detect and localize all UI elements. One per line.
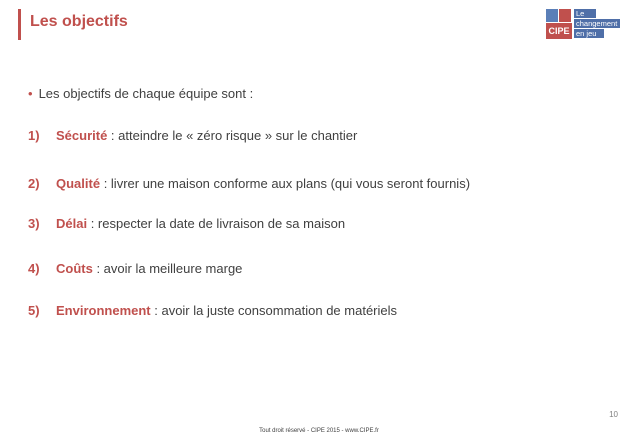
item-keyword: Délai xyxy=(56,216,88,231)
item-number: 3) xyxy=(28,216,40,231)
item-keyword: Sécurité xyxy=(56,128,108,143)
objective-item-couts xyxy=(28,261,242,276)
logo-square-red xyxy=(559,9,571,22)
logo-square-blue xyxy=(546,9,558,22)
item-text: : avoir la meilleure marge xyxy=(92,261,243,276)
item-number: 1) xyxy=(28,128,40,143)
cipe-logo-mark xyxy=(546,9,572,39)
item-text: : atteindre le « zéro risque » sur le chantier xyxy=(107,128,358,143)
cipe-logo xyxy=(546,9,620,41)
item-text: : livrer une maison conforme aux plans (qui vous seront fournis) xyxy=(100,176,471,191)
item-text: : avoir la juste consommation de matériels xyxy=(150,303,398,318)
item-keyword: Qualité xyxy=(56,176,101,191)
title-accent-bar xyxy=(18,9,21,40)
logo-tagline-1: Le xyxy=(574,9,596,18)
slide-title: Les objectifs xyxy=(30,13,128,30)
item-keyword: Environnement xyxy=(56,303,151,318)
item-text: : respecter la date de livraison de sa maison xyxy=(87,216,346,231)
page-number: 10 xyxy=(609,410,618,419)
objective-item-qualite xyxy=(28,176,470,191)
logo-brand: CIPE xyxy=(546,23,572,39)
copyright-footer: Tout droit réservé - CIPE 2015 - www.CIPE.fr xyxy=(259,428,379,434)
objective-item-securite xyxy=(28,128,357,143)
intro-text: Les objectifs de chaque équipe sont : xyxy=(38,86,254,101)
objective-item-environnement xyxy=(28,303,397,318)
item-number: 2) xyxy=(28,176,40,191)
objective-item-delai xyxy=(28,216,345,231)
bullet-marker: • xyxy=(28,86,33,101)
item-keyword: Coûts xyxy=(56,261,93,276)
item-number: 4) xyxy=(28,261,40,276)
item-number: 5) xyxy=(28,303,40,318)
logo-tagline-2: changement xyxy=(574,19,620,28)
intro-line xyxy=(28,86,253,101)
logo-tagline-3: en jeu xyxy=(574,29,604,38)
